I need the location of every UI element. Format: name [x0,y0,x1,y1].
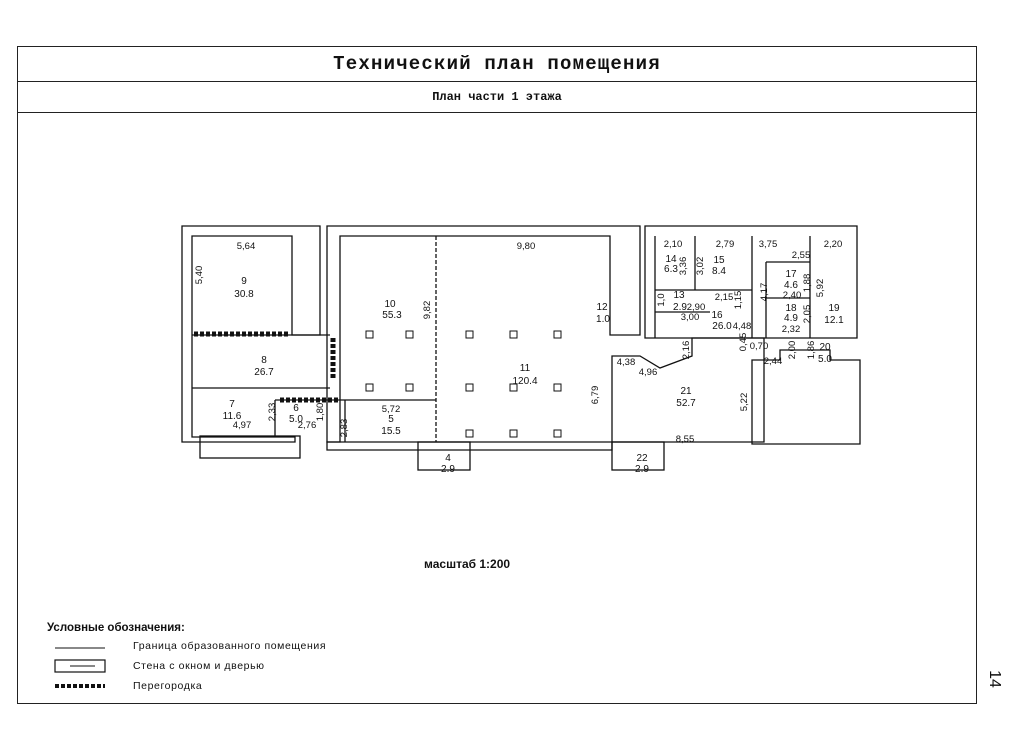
dim-14-width: 2,10 [663,239,683,250]
room-area-5: 15.5 [381,426,401,437]
room-area-20: 5.0 [818,354,832,365]
room-number-21: 21 [680,386,692,397]
page-mark: 14 [985,670,1003,688]
dim-20-a: 2,00 [787,340,798,360]
dim-5-width: 5,72 [381,404,401,415]
legend-item-boundary: Граница образованного помещения [133,640,327,652]
room-number-15: 15 [713,255,725,266]
dim-17-height: 1,88 [802,273,813,293]
room-area-12: 1.0 [596,314,610,325]
room-number-7: 7 [229,399,235,410]
room-number-12: 12 [596,302,608,313]
room-area-6: 5.0 [289,414,303,425]
dim-18-b: 2,32 [781,324,801,335]
dim-20-b: 1,86 [806,340,817,360]
dim-20-c: 2,44 [763,356,783,367]
dim-top-220: 2,20 [823,239,843,250]
document-title: Технический план помещения [17,46,977,82]
dim-16-a: 2,15 [714,292,734,303]
stair-west [200,436,300,458]
room-number-11: 11 [519,363,531,374]
room-number-19: 19 [828,303,840,314]
room-area-11: 120.4 [512,376,538,387]
dim-5-height: 2,83 [339,418,350,438]
dim-top-long: 9,80 [516,241,536,252]
legend-item-wall: Стена с окном и дверью [133,660,265,672]
room-number-16: 16 [711,310,723,321]
room-number-17: 17 [785,269,797,280]
dim-6-height: 1,80 [315,402,326,422]
dim-15-height: 3,02 [695,256,706,276]
dim-21-d: 0,70 [749,341,769,352]
dim-19-height: 5,92 [815,278,826,298]
room-area-21: 52.7 [676,398,696,409]
dim-21-c: 2,16 [681,340,692,360]
dim-9-height: 5,40 [194,265,205,285]
room-number-18: 18 [785,303,797,314]
dim-16-b: 1,15 [733,290,744,310]
dim-13-width: 2,90 [686,302,706,313]
dim-6-width: 2,76 [297,420,317,431]
dim-16-c: 3,00 [680,312,700,323]
room-area-15: 8.4 [712,266,726,277]
room-number-5: 5 [388,414,394,425]
room-number-10: 10 [384,299,396,310]
dim-21-a: 4,38 [616,357,636,368]
dim-15-width: 2,79 [715,239,735,250]
room-number-14: 14 [665,254,677,265]
room-area-22: 2.9 [635,464,649,475]
dim-7-height: 2,33 [267,402,278,422]
room-number-20: 20 [819,342,831,353]
room-number-22: 22 [636,453,648,464]
legend-title: Условные обозначения: [47,622,185,634]
dim-7-width: 4,97 [232,420,252,431]
legend-item-partition: Перегородка [133,680,203,692]
dim-13-height: 1,0 [656,293,667,307]
room-area-16: 26.0 [712,321,732,332]
dim-10-height: 9,82 [422,300,433,320]
legend-symbols [55,648,105,686]
dim-17-width: 2,55 [791,250,811,261]
dim-21-width: 8,55 [675,434,695,445]
room-number-8: 8 [261,355,267,366]
room-area-18: 4.9 [784,313,798,324]
room-area-13: 2.9 [673,302,687,313]
scale-label: масштаб 1:200 [424,557,511,571]
outer-wall-main [327,226,640,442]
room-number-4: 4 [445,453,451,464]
dim-17-b: 2,40 [782,290,802,301]
dim-18-a: 2,05 [802,304,813,324]
dim-16-d: 4,48 [732,321,752,332]
room-area-17: 4.6 [784,280,798,291]
room-area-19: 12.1 [824,315,844,326]
dim-18-height: 4,17 [759,282,770,302]
dim-14-height: 3,36 [678,256,689,276]
room-area-9: 30.8 [234,289,254,300]
room-area-4: 2.9 [441,464,455,475]
room-number-6: 6 [293,403,299,414]
room-number-9: 9 [241,276,247,287]
dim-11-height: 6,79 [590,385,601,405]
room-area-14: 6.3 [664,264,678,275]
room-area-7: 11.6 [222,411,242,422]
room-number-13: 13 [673,290,685,301]
dim-21-b: 4,96 [638,367,658,378]
dim-9-width: 5,64 [236,241,256,252]
dim-top-375: 3,75 [758,239,778,250]
dim-21-height: 5,22 [739,392,750,412]
room-area-10: 55.3 [382,310,402,321]
room-area-8: 26.7 [254,367,274,378]
document-subtitle: План части 1 этажа [17,82,977,113]
dim-21-e: 0,45 [738,332,749,352]
